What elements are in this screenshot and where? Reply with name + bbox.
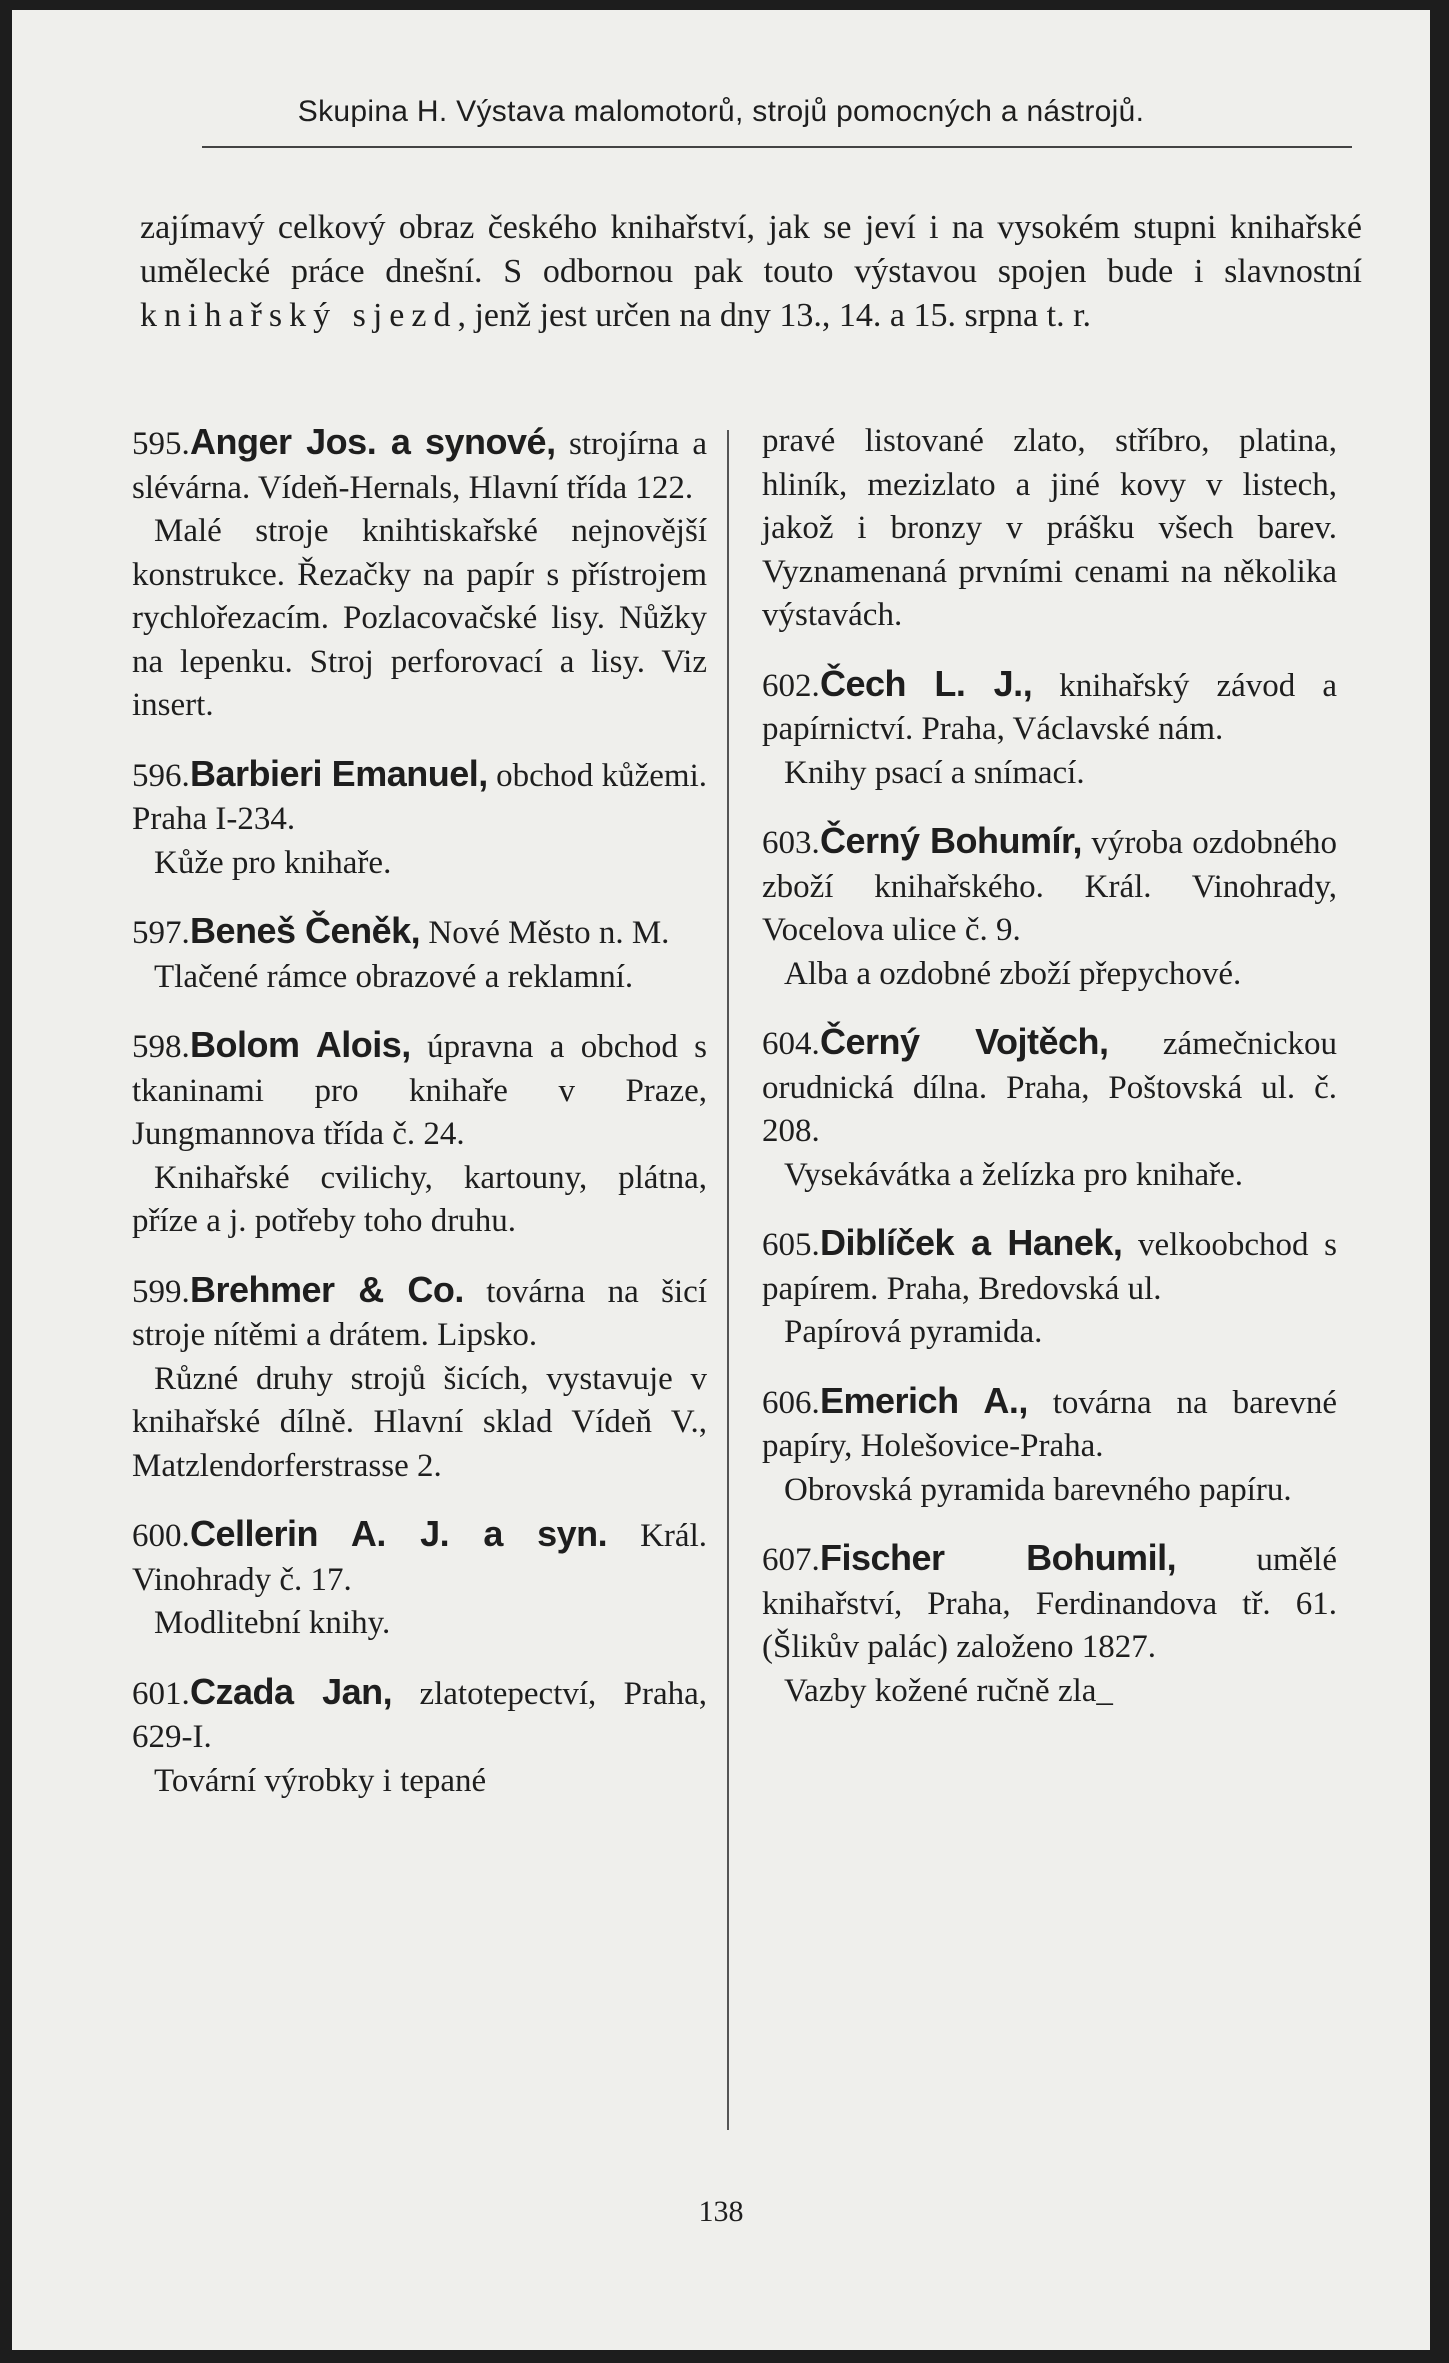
exhibitor-address: velkoobchod s papírem. Praha, Bredovská ul. xyxy=(762,1227,1337,1307)
intro-text-1: zajímavý celkový obraz českého knihařství, jak se jeví i na vysokém stupni knihařské umělecké práce dnešní. S odbornou pak touto výstavou spojen bude i slavnostní xyxy=(140,209,1362,290)
exhibitor-name: Cellerin A. J. a syn. xyxy=(190,1513,608,1554)
exhibitor-entry xyxy=(132,752,707,886)
exhibitor-name: Diblíček a Hanek, xyxy=(820,1222,1123,1263)
exhibit-description: Knihařské cvilichy, kartouny, plátna, příze a j. potřeby toho druhu. xyxy=(132,1159,707,1239)
exhibitor-address: zlatotepectví, Praha, 629-I. xyxy=(132,1675,707,1755)
exhibitor-name: Černý Vojtěch, xyxy=(820,1021,1109,1062)
exhibit-description: Různé druhy strojů šicích, vystavuje v knihařské dílně. Hlavní sklad Vídeň V., Matzlendorferstrasse 2. xyxy=(132,1360,707,1484)
entry-number: 607. xyxy=(762,1542,820,1578)
exhibitor-entry xyxy=(762,1020,1337,1197)
intro-spaced-text: knihařský sjezd xyxy=(140,297,458,334)
exhibitor-name: Fischer Bohumil, xyxy=(820,1537,1177,1578)
running-header: Skupina H. Výstava malomotorů, strojů pomocných a nástrojů. xyxy=(297,95,1145,128)
exhibitor-entry xyxy=(762,662,1337,796)
exhibitor-name: Brehmer & Co. xyxy=(190,1268,464,1310)
entry-number: 606. xyxy=(762,1384,820,1421)
exhibitor-entry xyxy=(762,819,1337,996)
exhibitor-entry xyxy=(132,420,707,728)
right-column xyxy=(762,420,1337,1737)
entry-number: 604. xyxy=(762,1026,820,1062)
exhibitor-name: Černý Bohumír, xyxy=(820,820,1083,861)
exhibit-description: Obrovská pyramida barevného papíru. xyxy=(784,1471,1292,1508)
exhibitor-name: Barbieri Emanuel, xyxy=(190,752,488,794)
exhibitor-address: výroba ozdobného zboží knihařského. Král. Vinohrady, Vocelova ulice č. 9. xyxy=(762,825,1337,948)
entry-number: 601. xyxy=(132,1675,190,1712)
exhibitor-address: Nové Město n. M. xyxy=(420,915,670,951)
entry-number: 596. xyxy=(132,757,190,794)
exhibitor-name: Čech L. J., xyxy=(820,662,1033,704)
page-number: 138 xyxy=(698,2195,744,2228)
exhibit-description: Tovární výrobky i tepané xyxy=(154,1762,487,1799)
exhibitor-name: Czada Jan, xyxy=(190,1670,393,1712)
exhibitor-address: obchod kůžemi. Praha I-234. xyxy=(132,757,708,837)
exhibit-description: Malé stroje knihtiskařské nejnovější konstrukce. Řezačky na papír s přístrojem rychlořezacím. Pozlacovačské lisy. Nůžky na lepenku. Stroj perforovací a lisy. Viz insert. xyxy=(132,513,707,723)
exhibitor-entry xyxy=(132,1670,707,1804)
exhibitor-address: Král. Vinohrady č. 17. xyxy=(132,1518,707,1598)
exhibitor-entry xyxy=(762,1536,1337,1713)
entry-number: 597. xyxy=(132,915,190,951)
exhibit-description: Modlitební knihy. xyxy=(154,1605,391,1641)
document-page xyxy=(12,10,1430,2350)
exhibitor-entry xyxy=(132,1023,707,1244)
entry-number: 605. xyxy=(762,1227,820,1263)
exhibitor-entry xyxy=(132,1268,707,1489)
exhibitor-entry xyxy=(762,1221,1337,1355)
exhibitor-address: strojírna a slévárna. Vídeň-Hernals, Hlavní třída 122. xyxy=(132,426,708,506)
exhibit-description: Vazby kožené ručně zla_ xyxy=(784,1672,1113,1709)
entry-number: 602. xyxy=(762,667,820,704)
exhibit-description: Tlačené rámce obrazové a reklamní. xyxy=(154,958,634,995)
exhibitor-address: zámečnickou orudnická dílna. Praha, Poštovská ul. č. 208. xyxy=(762,1026,1337,1149)
exhibitor-entry xyxy=(132,909,707,999)
exhibitor-name: Anger Jos. a synové, xyxy=(190,421,556,462)
exhibitor-address: továrna na barevné papíry, Holešovice-Praha. xyxy=(762,1384,1338,1464)
exhibitor-address: umělé knihařství, Praha, Ferdinandova tř. 61. (Šlikův palác) založeno 1827. xyxy=(762,1542,1337,1665)
exhibit-description: Kůže pro knihaře. xyxy=(154,844,392,881)
exhibitor-name: Bolom Alois, xyxy=(190,1024,411,1065)
intro-paragraph xyxy=(140,206,1362,338)
intro-text-2: , jenž jest určen na dny 13., 14. a 15. srpna t. r. xyxy=(457,297,1092,334)
exhibit-description: Papírová pyramida. xyxy=(784,1314,1043,1350)
exhibitor-name: Emerich A., xyxy=(820,1379,1028,1421)
exhibitor-entry xyxy=(762,1379,1337,1513)
column-divider xyxy=(727,430,729,2130)
entry-number: 600. xyxy=(132,1518,190,1554)
continued-description xyxy=(762,420,1337,638)
entry-number: 598. xyxy=(132,1029,190,1065)
continued-text: pravé listované zlato, stříbro, platina, hliník, mezizlato a jiné kovy v listech, jakož i bronzy v prášku všech barev. Vyznamenaná prvními cenami na několika výstavách. xyxy=(762,423,1337,633)
exhibitor-address: úpravna a obchod s tkaninami pro knihaře v Praze, Jungmannova třída č. 24. xyxy=(132,1029,708,1152)
entry-number: 603. xyxy=(762,825,820,861)
left-column xyxy=(132,420,707,1827)
exhibit-description: Vysekávátka a želízka pro knihaře. xyxy=(784,1156,1244,1193)
header-rule xyxy=(202,146,1352,148)
entry-number: 599. xyxy=(132,1273,190,1310)
entry-number: 595. xyxy=(132,426,190,462)
exhibit-description: Knihy psací a snímací. xyxy=(784,754,1085,791)
exhibitor-name: Beneš Čeněk, xyxy=(190,910,421,951)
exhibitor-entry xyxy=(132,1512,707,1646)
exhibitor-address: knihařský závod a papírnictví. Praha, Václavské nám. xyxy=(762,667,1337,747)
exhibitor-address: továrna na šicí stroje nítěmi a drátem. Lipsko. xyxy=(132,1273,707,1353)
exhibit-description: Alba a ozdobné zboží přepychové. xyxy=(784,955,1242,992)
